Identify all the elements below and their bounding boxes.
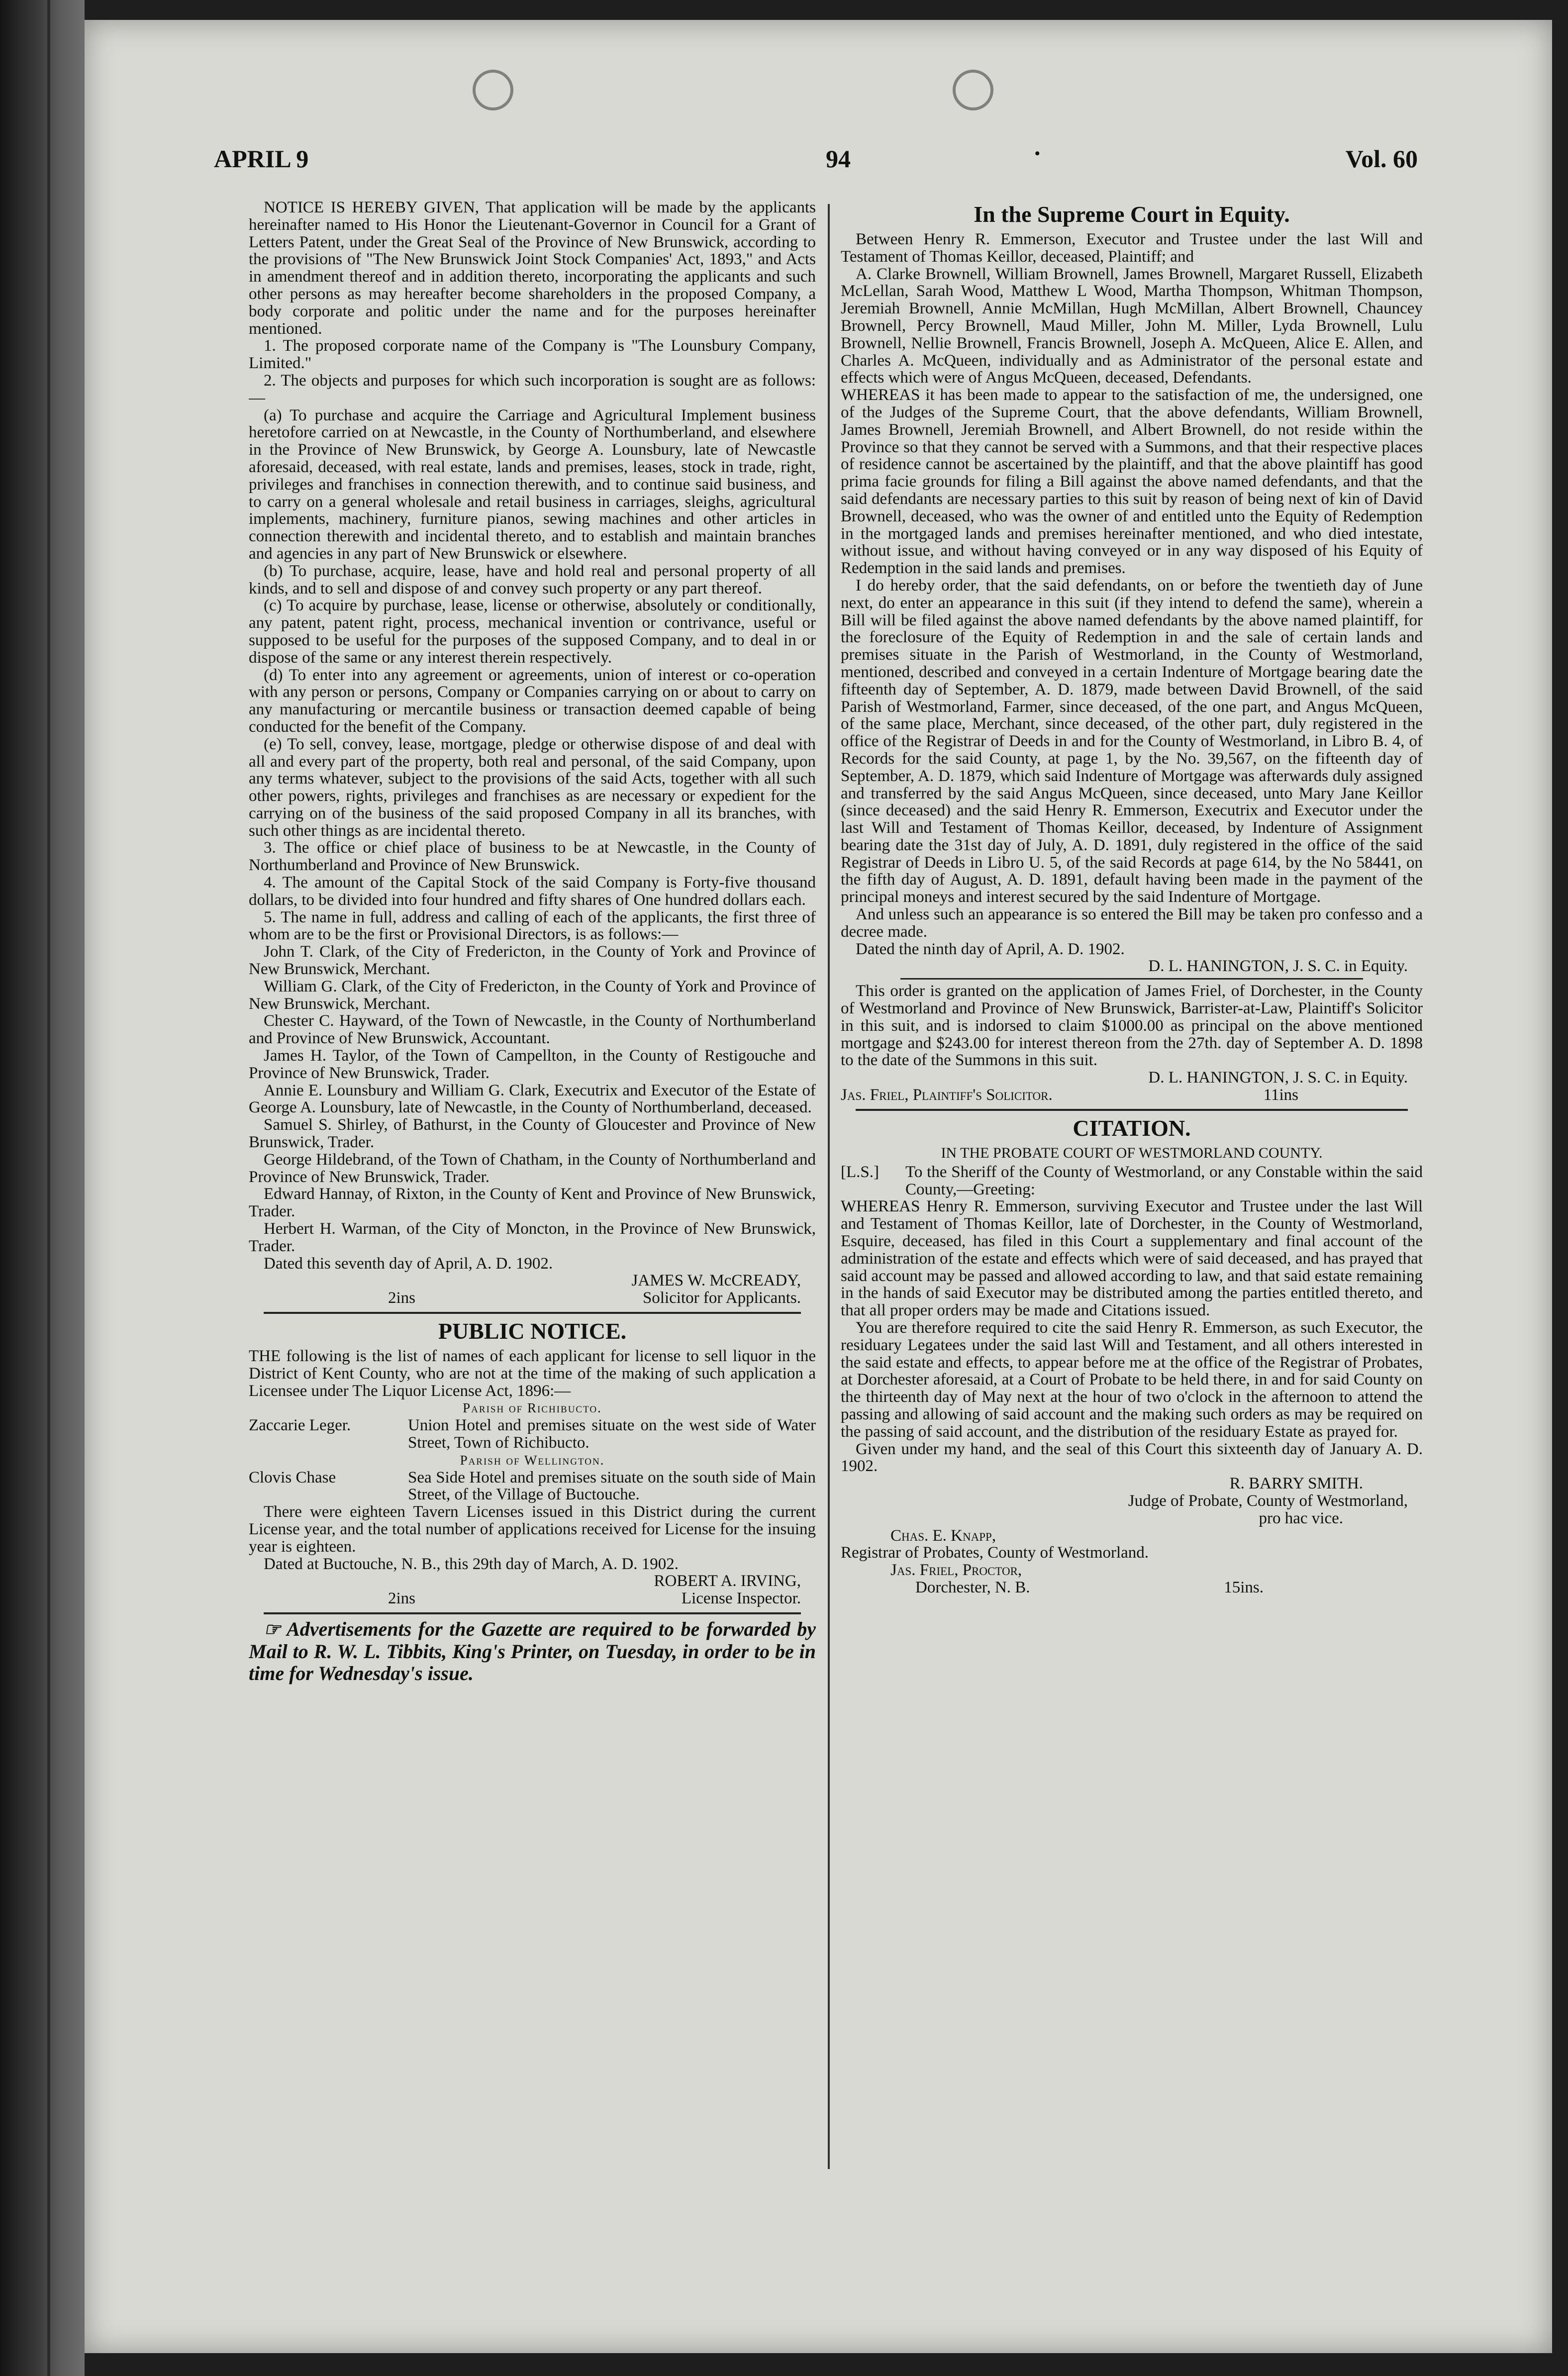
registrar-title: Registrar of Probates, County of Westmorland. xyxy=(841,1544,1149,1562)
license-applicant xyxy=(249,1417,816,1452)
page-number: 94 xyxy=(826,145,851,173)
section-rule xyxy=(856,1109,1408,1111)
section-title: CITATION. xyxy=(1073,1115,1191,1141)
insertion-count: 15ins. xyxy=(1224,1578,1264,1596)
applicant-entry: William G. Clark, of the City of Fredericton, in the County of York and Province of New Brunswick, Merchant. xyxy=(249,977,816,1013)
seal-label: [L.S.] xyxy=(841,1163,879,1181)
applicant-entry: John T. Clark, of the City of Fredericton, in the County of York and Province of New Brunswick, Merchant. xyxy=(249,943,816,979)
short-rule xyxy=(900,978,1363,980)
notice-item: (b) To purchase, acquire, lease, have and hold real and personal property of all kinds, and to sell and dispose of and convey such property or any part thereof. xyxy=(249,562,816,597)
case-defendants: A. Clarke Brownell, William Brownell, James Brownell, Margaret Russell, Elizabeth McLellan, Sarah Wood, Matthew L Wood, Martha Thompson, Whitman Thompson, Jeremiah Brownell, Annie McMillan, Hugh McMillan, Albert Brownell, Chauncey Brownell, Percy Brownell, Maud Miller, John M. Miller, Lyda Brownell, Lulu Brownell, Nellie Brownell, Francis Brownell, Joseph A. McQueen, Alice E. Allen, and Charles A. McQueen, individually and as Administrator of the personal estate and effects which were of Angus McQueen, deceased, Defendants. xyxy=(841,265,1423,387)
pointing-hand-icon: ☞ xyxy=(264,1619,281,1640)
court-name: IN THE PROBATE COURT OF WESTMORLAND COUNTY. xyxy=(941,1144,1323,1161)
whereas-paragraph: WHEREAS it has been made to appear to the satisfaction of me, the undersigned, one of the Judges of the Supreme Court, that the above defendants, William Brownell, James Brownell, Jeremiah Brownell, and Albert Brownell, do not reside within the Province so that they cannot be served with a Summons, and that their respective places of residence cannot be ascertained by the plaintiff, and that the above plaintiff has good prima facie grounds for filing a Bill against the above named defendants, and that the said defendants are necessary parties to this suit by reason of being next of kin of David Brownell, deceased, who was the owner of and entitled unto the Equity of Redemption in the mortgaged lands and premises hereinafter mentioned, and who died intestate, without issue, and without having conveyed or in any way disposed of his Equity of Redemption in the said lands and premises. xyxy=(841,386,1423,578)
right-column xyxy=(841,199,1423,2219)
applicant-name: Clovis Chase xyxy=(249,1468,336,1486)
section-rule xyxy=(264,1612,801,1614)
notice-item: 2. The objects and purposes for which such incorporation is sought are as follows:— xyxy=(249,371,816,407)
binding-line xyxy=(20,0,23,2376)
section-title: In the Supreme Court in Equity. xyxy=(974,201,1290,227)
notice-intro: NOTICE IS HEREBY GIVEN, That application will be made by the applicants hereinafter named to His Honor the Lieutenant-Governor in Council for a Grant of Letters Patent, under the Great Seal of the Province of New Brunswick, according to the provisions of "The New Brunswick Joint Stock Companies' Act, 1893," and Acts in amendment thereof and in addition thereto, incorporating the applicants and such other persons as may hereafter become shareholders in the proposed Company, a body corporate and politic under the name and for the purposes hereinafter mentioned. xyxy=(249,199,816,338)
insertion-count: 2ins xyxy=(388,1289,416,1307)
registrar-name: Chas. E. Knapp, xyxy=(890,1526,996,1545)
license-applicant xyxy=(249,1469,816,1504)
punch-hole xyxy=(473,70,513,110)
left-column xyxy=(249,199,816,2219)
notice-date: Dated this seventh day of April, A. D. 1902. xyxy=(264,1254,553,1273)
notice-item: (e) To sell, convey, lease, mortgage, pledge or otherwise dispose of and deal with all and every part of the property, both real and personal, of the said Company, upon any terms whatever, subject to the provisions of the said Acts, together with all such other powers, rights, privileges and franchises as are necessary or expedient for the carrying on of the business of the said proposed Company in all its branches, with such other things as are incidental thereto. xyxy=(249,735,816,840)
notice-item: 3. The office or chief place of business to be at Newcastle, in the County of Northumberland and Province of New Brunswick. xyxy=(249,839,816,875)
parish-heading: Parish of Richibucto. xyxy=(463,1400,602,1416)
proctor-line xyxy=(841,1579,1423,1596)
applicant-entry: James H. Taylor, of the Town of Campellton, in the County of Restigouche and Province of New Brunswick, Trader. xyxy=(249,1047,816,1082)
order-date: Dated the ninth day of April, A. D. 1902. xyxy=(856,940,1125,958)
notice-item: (d) To enter into any agreement or agreements, union of interest or co-operation with any person or persons, Company or Companies carrying on or about to carry on any manufacturing or mercantile business or transaction deemed capable of being conducted for the benefit of the Company. xyxy=(249,666,816,736)
notice-intro: THE following is the list of names of each applicant for license to sell liquor in the District of Kent County, who are not at the time of the making of such application a Licensee under The Liquor License Act, 1896:— xyxy=(249,1347,816,1400)
insertion-count: 2ins xyxy=(388,1589,416,1608)
granted-paragraph: This order is granted on the application of James Friel, of Dorchester, in the County of Westmorland and Province of New Brunswick, Barrister-at-Law, Plaintiff's Solicitor in this suit, and is indorsed to claim $1000.00 as principal on the above mentioned mortgage and $243.00 for interest thereon from the 27th. day of September A. D. 1898 to the date of the Summons in this suit. xyxy=(841,982,1423,1070)
judge-signature: D. L. HANINGTON, J. S. C. in Equity. xyxy=(1148,1069,1408,1087)
punch-hole xyxy=(953,70,993,110)
public-notice xyxy=(249,1318,816,1607)
header-dot: • xyxy=(1035,145,1040,162)
notice-item: (c) To acquire by purchase, lease, license or otherwise, absolutely or conditionally, any patent, patent right, process, mechanical invention or contrivance, useful or supposed to be useful for the purposes of the supposed Company, and to deal in or dispose of the same or any interest therein respectively. xyxy=(249,596,816,667)
notice-date: Dated at Buctouche, N. B., this 29th day of March, A. D. 1902. xyxy=(264,1555,679,1573)
proctor-name: Jas. Friel, Proctor, xyxy=(890,1561,1022,1580)
applicant-name: Zaccarie Leger. xyxy=(249,1416,351,1435)
applicant-entry: Chester C. Hayward, of the Town of Newcastle, in the County of Northumberland and Province of New Brunswick, Accountant. xyxy=(249,1012,816,1048)
order-paragraph: I do hereby order, that the said defendants, on or before the twentieth day of June next, do enter an appearance in this suit (if they intend to defend the same), wherein a Bill will be filed against the above named defendants by the above named plaintiff, for the foreclosure of the Equity of Redemption in and the sale of certain lands and premises situate in the Parish of Westmorland, in the County of Westmorland, mentioned, described and conveyed in a certain Indenture of Mortgage bearing date the fifteenth day of September, A. D. 1879, made between David Brownell, of the said Parish of Westmorland, Farmer, since deceased, of the one part, and Angus McQueen, of the same place, Merchant, since deceased, of the other part, duly registered in the office of the Registrar of Deeds in and for the County of Westmorland, in Libro B. 4, of Records for the said County, at page 1, by the No. 39,567, on the fifteenth day of September, A. D. 1879, which said Indenture of Mortgage was afterwards duly assigned and transferred by the said Angus McQueen, since deceased, unto Mary Jane Keillor (since deceased) and the said Henry R. Emmerson, Executrix and Executor under the last Will and Testament of Thomas Keillor, deceased, by Indenture of Assignment bearing date the 31st day of July, A. D. 1891, duly registered in the office of the said Registrar of Deeds in Libro U. 5, of the said Records at page 614, by the No 58441, on the fifth day of August, A. D. 1891, default having been made in the payment of the principal moneys and interest secured by the said Indenture of Mortgage. xyxy=(841,576,1423,906)
insertion-count: 11ins xyxy=(1263,1086,1298,1104)
applicant-entry: Herbert H. Warman, of the City of Moncton, in the Province of New Brunswick, Trader. xyxy=(249,1220,816,1255)
applicant-entry: Edward Hannay, of Rixton, in the County of Kent and Province of New Brunswick, Trader. xyxy=(249,1185,816,1221)
pro-hac-vice: pro hac vice. xyxy=(1259,1509,1343,1527)
signer-title: Solicitor for Applicants. xyxy=(642,1289,801,1307)
notice-item: 4. The amount of the Capital Stock of the said Company is Forty-five thousand dollars, to be divided into four hundred and fifty shares of One hundred dollars each. xyxy=(249,874,816,909)
page-header xyxy=(214,144,1418,189)
applicant-entry: Samuel S. Shirley, of Bathurst, in the County of Gloucester and Province of New Brunswick, Trader. xyxy=(249,1116,816,1152)
judge-signature: D. L. HANINGTON, J. S. C. in Equity. xyxy=(1148,957,1408,976)
volume-number: Vol. 60 xyxy=(1345,145,1418,173)
column-divider xyxy=(828,204,830,2169)
supreme-court-notice xyxy=(841,201,1423,1104)
section-rule xyxy=(264,1312,801,1314)
unless-paragraph: And unless such an appearance is so entered the Bill may be taken pro confesso and a decree made. xyxy=(841,905,1423,941)
solicitor-name: Jas. Friel, Plaintiff's Solicitor. xyxy=(841,1086,1053,1104)
book-binding-edge xyxy=(0,0,85,2376)
parish-heading: Parish of Wellington. xyxy=(460,1452,605,1468)
required-paragraph: You are therefore required to cite the said Henry R. Emmerson, as such Executor, the residuary Legatees under the said last Will and Testament, and all others interested in the said estate and effects, to appear before me at the office of the Registrar of Probates, at Dorchester aforesaid, at a Court of Probate to be held there, in and for said County on the thirteenth day of May next at the hour of two o'clock in the afternoon to attend the passing and allowing of said account and the making such orders as may be required on the passing of said account, and the distribution of the residuary Estate as prayed for. xyxy=(841,1319,1423,1441)
solicitor-line xyxy=(841,1087,1423,1104)
judge-title: Judge of Probate, County of Westmorland, xyxy=(1128,1491,1408,1510)
judge-signature: R. BARRY SMITH. xyxy=(1229,1475,1363,1493)
case-parties: Between Henry R. Emmerson, Executor and Trustee under the last Will and Testament of Thomas Keillor, deceased, Plaintiff; and xyxy=(841,230,1423,266)
signer-title: License Inspector. xyxy=(681,1589,801,1608)
gazette-advertisement-notice xyxy=(249,1618,816,1684)
applicant-entry: Annie E. Lounsbury and William G. Clark, Executrix and Executor of the Estate of George A. Lounsbury, late of Newcastle, in the County of Northumberland, deceased. xyxy=(249,1081,816,1117)
binding-line xyxy=(47,0,50,2376)
notice-item: (a) To purchase and acquire the Carriage and Agricultural Implement business heretofore carried on at Newcastle, in the County of Northumberland, and elsewhere in the Province of New Brunswick, by George A. Lounsbury, late of Newcastle aforesaid, deceased, with real estate, lands and premises, leases, stock in trade, right, privileges and franchises in connection therewith, and to continue said business, and to carry on a general wholesale and retail business in carriages, sleighs, agricultural implements, machinery, furniture pianos, sewing machines and other articles in connection therewith and incidental thereto, and to establish and maintain branches and agencies in any part of New Brunswick or elsewhere. xyxy=(249,406,816,563)
proctor-place: Dorchester, N. B. xyxy=(915,1578,1030,1596)
notice-closing: There were eighteen Tavern Licenses issued in this District during the current License year, and the total number of applications received for License for the insuing year is eighteen. xyxy=(249,1503,816,1556)
citation-notice xyxy=(841,1115,1423,1596)
applicant-premises: Union Hotel and premises situate on the west side of Water Street, Town of Richibucto. xyxy=(408,1416,816,1452)
issue-date: APRIL 9 xyxy=(214,145,309,173)
section-title: PUBLIC NOTICE. xyxy=(438,1318,627,1344)
whereas-paragraph: WHEREAS Henry R. Emmerson, surviving Executor and Trustee under the last Will and Testament of Thomas Keillor, late of Dorchester, in the County of Westmorland, Esquire, deceased, has filed in this Court a supplementary and final account of the administration of the estate and effects which were of said deceased, and has prayed that said account may be passed and allowed according to law, and that said estate remaining in the hands of said Executor may be distributed among the parties entitled thereto, and that all proper orders may be made and Citations issued. xyxy=(841,1197,1423,1320)
citation-address xyxy=(841,1164,1423,1198)
signer-name: JAMES W. McCREADY, xyxy=(631,1272,801,1290)
incorporation-notice xyxy=(249,199,816,1307)
signer-name: ROBERT A. IRVING, xyxy=(654,1572,801,1590)
address-text: To the Sheriff of the County of Westmorland, or any Constable within the said County,—Greeting: xyxy=(905,1163,1423,1198)
signer-line xyxy=(249,1590,816,1607)
applicant-premises: Sea Side Hotel and premises situate on the south side of Main Street, of the Village of Buctouche. xyxy=(408,1468,816,1504)
given-paragraph: Given under my hand, and the seal of this Court this sixteenth day of January A. D. 1902. xyxy=(841,1440,1423,1476)
applicant-entry: George Hildebrand, of the Town of Chatham, in the County of Northumberland and Province of New Brunswick, Trader. xyxy=(249,1150,816,1186)
notice-item: 1. The proposed corporate name of the Company is "The Lounsbury Company, Limited." xyxy=(249,337,816,373)
signer-line xyxy=(249,1289,816,1307)
gazette-notice-text: Advertisements for the Gazette are required to be forwarded by Mail to R. W. L. Tibbits, King's Printer, on Tuesday, in order to be in time for Wednesday's issue. xyxy=(249,1617,816,1684)
notice-item: 5. The name in full, address and calling of each of the applicants, the first three of whom are to be the first or Provisional Directors, is as follows:— xyxy=(249,908,816,944)
